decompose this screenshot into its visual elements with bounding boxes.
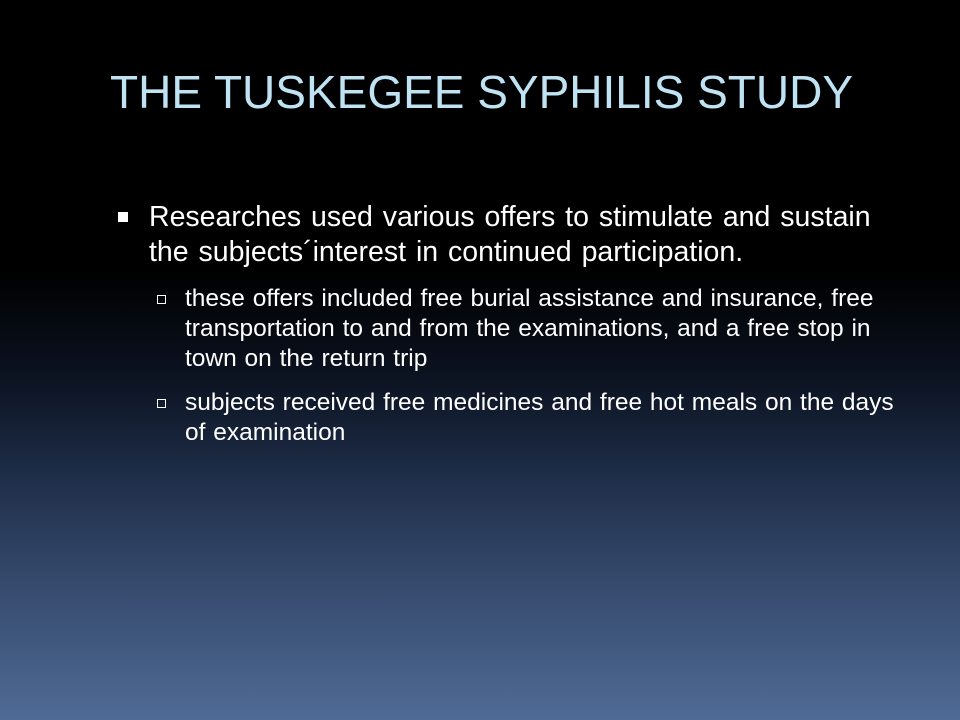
bullet-text: Researches used various offers to stimulate and sustain the subjects´interest in continued participation. xyxy=(149,201,871,268)
slide-title: THE TUSKEGEE SYPHILIS STUDY xyxy=(110,66,854,118)
sub-bullet-item xyxy=(157,284,905,374)
sub-bullet-item xyxy=(157,388,905,448)
bullet-item xyxy=(115,200,905,270)
hollow-square-bullet-icon xyxy=(157,295,166,304)
sub-bullet-text: these offers included free burial assistance and insurance, free transportation to and from the examinations, and a free stop in town on the return trip xyxy=(185,285,874,372)
slide-body xyxy=(115,200,905,462)
filled-square-bullet-icon xyxy=(118,212,128,222)
hollow-square-bullet-icon xyxy=(157,399,166,408)
sub-bullet-text: subjects received free medicines and free hot meals on the days of examination xyxy=(185,389,894,446)
